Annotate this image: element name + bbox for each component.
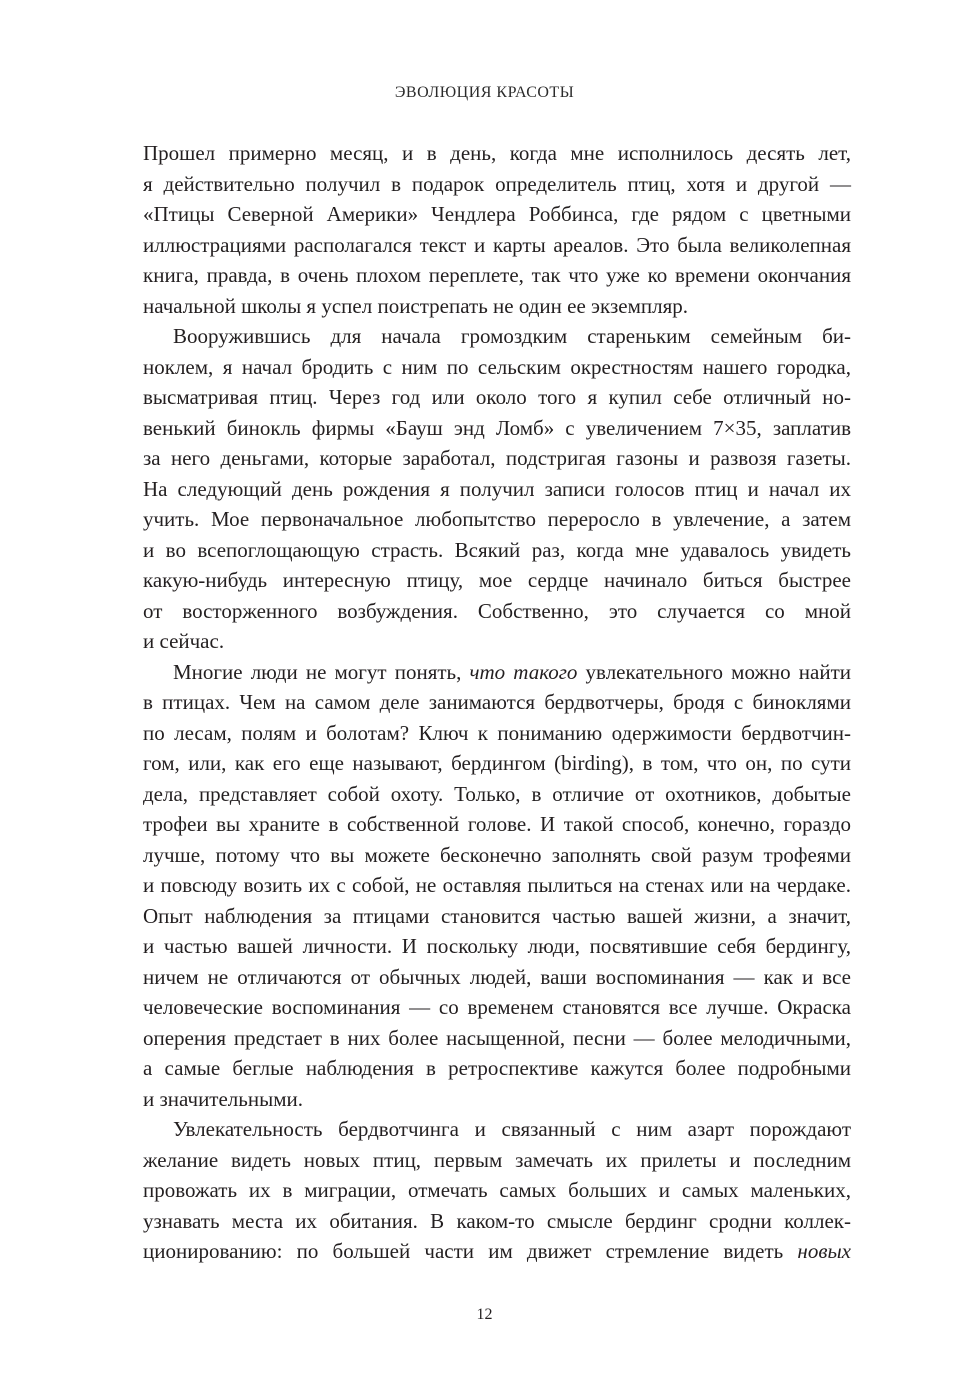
- italic-emphasis: что такого: [469, 659, 578, 684]
- text-line: Опыт наблюдения за птицами становится частью вашей жизни, а значит,: [143, 903, 851, 928]
- text-line: начальной школы я успел поистрепать не один ее экземпляр.: [143, 293, 689, 318]
- text-line: провожать их в миграции, отмечать самых больших и самых маленьких,: [143, 1178, 851, 1202]
- text-line: и значительными.: [143, 1086, 303, 1111]
- text-run: Многие люди не могут понять,: [173, 659, 470, 684]
- text-line: а самые беглые наблюдения в ретроспективе кажутся более подробными: [143, 1056, 851, 1080]
- text-line: за него деньгами, которые заработал, подстригая газоны и развозя газеты.: [143, 446, 851, 470]
- running-head: ЭВОЛЮЦИЯ КРАСОТЫ: [394, 84, 575, 101]
- text-run: ционированию: по большей части им движет стремление видеть: [143, 1239, 798, 1263]
- body-text: [143, 138, 851, 1267]
- text-line: иллюстрациями располагался текст и карты ареалов. Это была великолепная: [143, 232, 851, 257]
- text-line: [143, 1236, 851, 1267]
- text-line: по лесам, полям и болотам? Ключ к пониманию одержимости бердвотчин-: [143, 720, 851, 745]
- text-line: На следующий день рождения я получил записи голосов птиц и начал их: [143, 476, 851, 501]
- text-line: учить. Мое первоначальное любопытство переросло в увлечение, а затем: [143, 507, 851, 531]
- text-line: и частью вашей личности. И поскольку люди, посвятившие себя бердингу,: [143, 934, 851, 958]
- text-line: ноклем, я начал бродить с ним по сельским окрестностям нашего городка,: [143, 354, 851, 379]
- text-line: венький бинокль фирмы «Бауш энд Ломб» с увеличением 7×35, заплатив: [143, 415, 851, 440]
- text-line: в птицах. Чем на самом деле занимаются бердвотчеры, бродя с биноклями: [143, 690, 851, 714]
- text-line: я действительно получил в подарок определитель птиц, хотя и другой —: [143, 171, 851, 196]
- text-line: трофеи вы храните в собственной голове. И такой способ, конечно, гораздо: [143, 812, 851, 836]
- text-line: узнавать места их обитания. В каком-то смысле бердинг сродни коллек-: [143, 1208, 851, 1233]
- text-line: и во всепоглощающую страсть. Всякий раз, когда мне удавалось увидеть: [143, 537, 851, 562]
- text-line: [143, 657, 851, 688]
- text-line: от восторженного возбуждения. Собственно, это случается со мной: [143, 598, 851, 623]
- text-line: ничем не отличаются от обычных людей, ваши воспоминания — как и все: [143, 964, 851, 989]
- text-line: лучше, потому что вы можете бесконечно заполнять свой разум трофеями: [143, 842, 851, 867]
- text-line: Увлекательность бердвотчинга и связанный с ним азарт порождают: [173, 1117, 851, 1141]
- text-line: дела, представляет собой охоту. Только, в отличие от охотников, добытые: [143, 781, 851, 806]
- text-line: и сейчас.: [143, 629, 225, 653]
- text-run: увлекательного можно найти: [577, 659, 852, 684]
- text-line: желание видеть новых птиц, первым замечать их прилеты и последним: [143, 1147, 851, 1172]
- paragraph: [143, 657, 851, 1115]
- text-line: Вооружившись для начала громоздким стареньким семейным би-: [173, 324, 851, 348]
- paragraph: [143, 321, 851, 657]
- text-line: книга, правда, в очень плохом переплете, так что уже ко времени окончания: [143, 263, 851, 287]
- text-line: и повсюду возить их с собой, не оставляя пылиться на стенах или на чердаке.: [143, 873, 851, 897]
- text-line: гом, или, как его еще называют, бердингом (birding), в том, что он, по сути: [143, 751, 851, 775]
- text-line: оперения предстает в них более насыщенной, песни — более мелодичными,: [143, 1025, 851, 1050]
- text-line: высматривая птиц. Через год или около того я купил себе отличный но-: [143, 385, 851, 409]
- text-line: человеческие воспоминания — со временем становятся все лучше. Окраска: [143, 995, 851, 1019]
- paragraph: [143, 138, 851, 321]
- italic-emphasis: новых: [797, 1239, 851, 1263]
- text-line: «Птицы Северной Америки» Чендлера Роббинса, где рядом с цветными: [143, 202, 851, 226]
- paragraph: [143, 1114, 851, 1267]
- text-line: Прошел примерно месяц, и в день, когда мне исполнилось десять лет,: [143, 141, 851, 165]
- page-number: 12: [476, 1306, 493, 1323]
- text-line: какую-нибудь интересную птицу, мое сердце начинало биться быстрее: [143, 568, 851, 592]
